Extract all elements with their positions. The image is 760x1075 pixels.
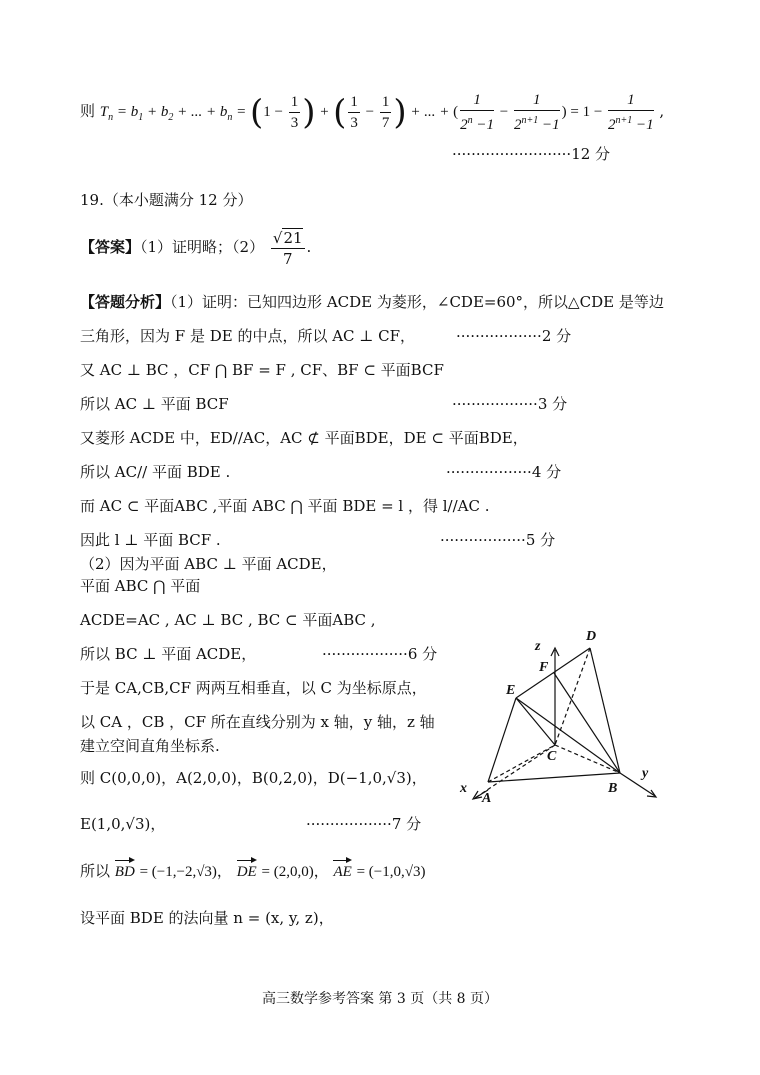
rhombus-line: 又菱形 ACDE 中，ED//AC，AC ⊄ 平面BDE，DE ⊂ 平面BDE， [80,429,528,447]
analysis-line [80,292,664,312]
edge-DC [555,648,590,745]
analysis-text: （1）证明：已知四边形 ACDE 为菱形，∠CDE=60°，所以△CDE 是等边 [170,293,664,311]
thus-line: 因此 l ⊥ 平面 BCF . [80,531,221,549]
answer-den: 7 [282,249,293,268]
then-line: 于是 CA,CB,CF 两两互相垂直，以 C 为坐标原点， [80,679,427,697]
coords-line: 则 C(0,0,0)，A(2,0,0)，B(0,2,0)，D(−1,0,√3)， [80,769,427,787]
axes-line: 以 CA ，CB ，CF 所在直线分别为 x 轴，y 轴，z 轴 [80,713,435,731]
part2c-line: ACDE=AC , AC ⊥ BC , BC ⊂ 平面ABC , [80,611,376,629]
label-A: A [482,791,492,806]
tetrahedron-figure [450,620,670,810]
E-line: E(1,0,√3)， [80,815,166,833]
vectors-line [80,860,426,882]
part2b-line: 平面 ABC ⋂ 平面 [80,577,201,595]
page-footer: 高三数学参考答案 第 3 页（共 8 页） [261,991,499,1007]
and-line: 而 AC ⊂ 平面ABC ,平面 ABC ⋂ 平面 BDE = l ，得 l//AC . [80,497,490,515]
label-z: z [535,639,541,654]
vectors-prefix: 所以 [80,862,111,880]
label-D: D [586,629,597,644]
triangle-line: 三角形，因为 F 是 DE 的中点，所以 AC ⊥ CF， [80,327,416,345]
so1-line: 所以 AC ⊥ 平面 BCF [80,395,229,413]
so3-line: 所以 BC ⊥ 平面 ACDE， [80,645,257,663]
question-19-heading: 19.（本小题满分 12 分） [80,191,253,209]
label-C: C [547,749,557,764]
vector-BD-value: = (−1,−2,√3)， [139,864,232,880]
score-7: ··················7 分 [306,815,422,833]
score-12: ·························12 分 [452,145,611,163]
edge-FB [554,673,620,773]
vector-DE: DE [237,860,257,882]
answer-num: 21 [283,228,303,247]
tn-sum-line [80,86,664,136]
vector-BD: BD [115,860,135,882]
edge-AB [488,773,620,782]
score-4: ··················4 分 [446,463,562,481]
score-5: ··················5 分 [440,531,556,549]
tn-tail: , [659,102,665,120]
edge-AE [488,698,516,782]
y-axis-solid [620,773,655,796]
score-3: ··················3 分 [452,395,568,413]
tn-formula: $T_n = b_1 + b_2$ + ... + $b_n = (1$ − $\frac{1}{3}$ ) + ( $\frac{1}{3}$ − $\frac{1}{7}$ ) + ... + ( $\frac{1}{2^n -1}$ − $\frac{1}{2^{n+1} -1}$ ) = 1 − $\frac{1}{2^{n+1} -1}$ [99,92,654,134]
label-y: y [642,766,649,781]
also-line: 又 AC ⊥ BC ，CF ⋂ BF = F , CF、BF ⊂ 平面BCF [80,361,444,379]
answer-text: （1）证明略；（2） [140,238,265,256]
answer-line: 【答案】（1）证明略；（2） $\frac{√21}{7}$ . [80,228,312,268]
vector-DE-value: = (2,0,0)， [261,864,329,880]
label-E: E [506,683,516,698]
label-B: B [608,781,618,796]
edge-ED [516,648,590,698]
so2-line: 所以 AC// 平面 BDE . [80,463,231,481]
vector-AE: AE [333,860,351,882]
score-2: ··················2 分 [456,327,572,345]
analysis-tag: 【答题分析】 [80,293,171,311]
answer-tag: 【答案】 [80,238,141,256]
label-F: F [539,660,549,675]
label-x: x [460,781,467,796]
score-6: ··················6 分 [322,645,438,663]
normal-line: 设平面 BDE 的法向量 n = (x, y, z)， [80,909,334,927]
setup-line: 建立空间直角坐标系. [80,737,220,755]
answer-fraction: $\frac{√21}{7}$ [272,228,303,268]
part2-line: （2）因为平面 ABC ⊥ 平面 ACDE， [80,555,337,573]
vector-AE-value: = (−1,0,√3) [356,864,426,880]
tn-prefix: 则 [80,102,96,120]
